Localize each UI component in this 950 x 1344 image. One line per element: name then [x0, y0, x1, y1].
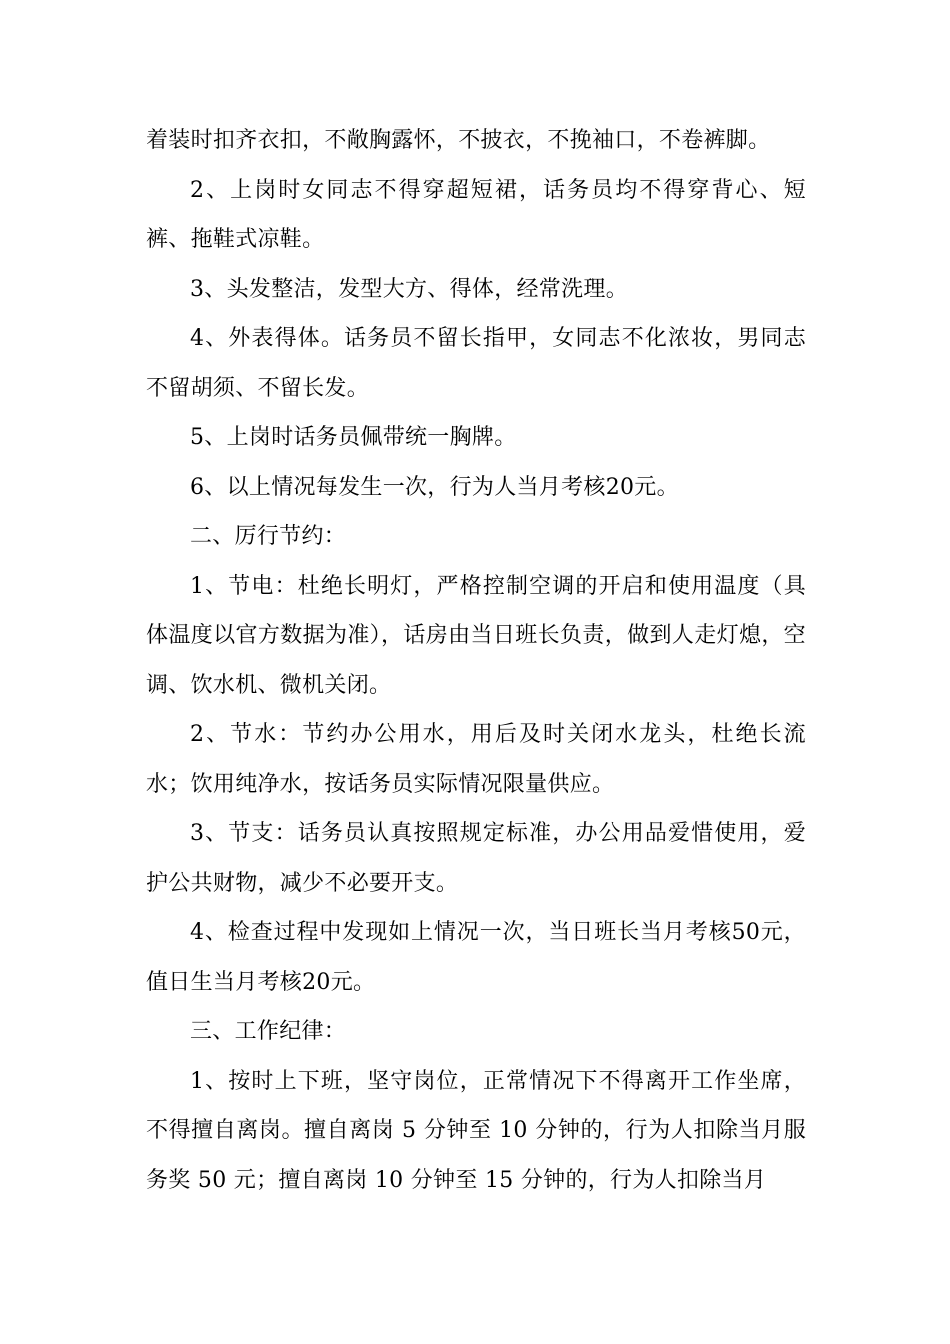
paragraph-5: 6、以上情况每发生一次，行为人当月考核20元。 [190, 474, 679, 500]
paragraph-3: 4、外表得体。话务员不留长指甲，女同志不化浓妆，男同志不留胡须、不留长发。 [146, 326, 806, 401]
paragraph-7: 1、节电：杜绝长明灯，严格控制空调的开启和使用温度（具体温度以官方数据为准），话房由当日班长负责，做到人走灯熄，空调、饮水机、微机关闭。 [146, 573, 806, 698]
document-body [146, 116, 806, 1205]
paragraph-0: 着装时扣齐衣扣，不敞胸露怀，不披衣，不挽袖口，不卷裤脚。 [146, 128, 771, 153]
paragraph-2: 3、头发整洁，发型大方、得体，经常洗理。 [190, 276, 628, 302]
section-heading-3: 三、工作纪律： [190, 1019, 347, 1044]
paragraph-12: 1、按时上下班，坚守岗位，正常情况下不得离开工作坐席，不得擅自离岗。擅自离岗 5 分钟至 10 分钟的，行为人扣除当月服务奖 50 元；擅自离岗 10 分钟至 15 分钟的，行为人扣除当月 [146, 1068, 806, 1193]
paragraph-9: 3、节支：话务员认真按照规定标准，办公用品爱惜使用，爱护公共财物，减少不必要开支。 [146, 821, 806, 896]
paragraph-1: 2、上岗时女同志不得穿超短裙，话务员均不得穿背心、短裤、拖鞋式凉鞋。 [146, 177, 806, 252]
paragraph-10: 4、检查过程中发现如上情况一次，当日班长当月考核50元，值日生当月考核20元。 [146, 920, 806, 995]
section-heading-2: 二、厉行节约： [190, 524, 347, 549]
paragraph-4: 5、上岗时话务员佩带统一胸牌。 [190, 425, 517, 450]
paragraph-8: 2、节水：节约办公用水，用后及时关闭水龙头，杜绝长流水；饮用纯净水，按话务员实际情况限量供应。 [146, 722, 806, 797]
